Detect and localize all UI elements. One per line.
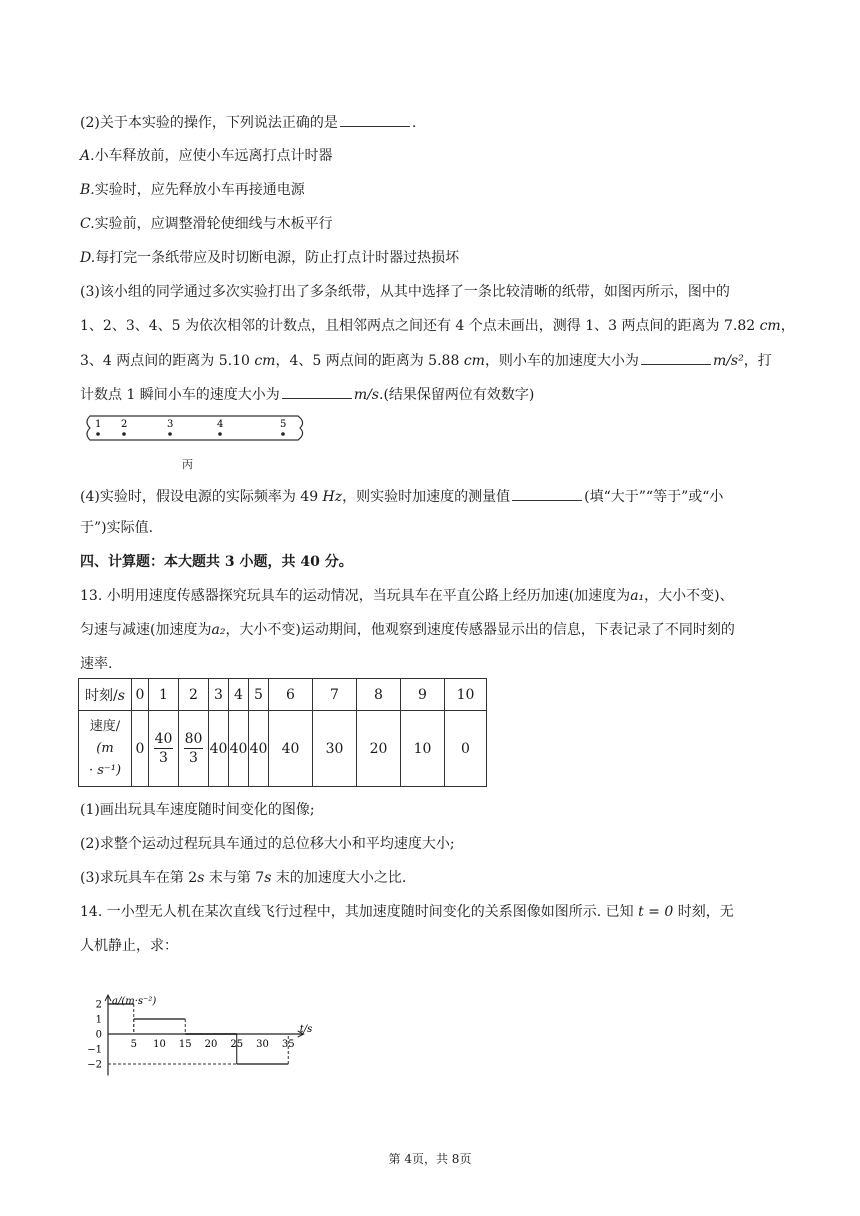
table-cell: 40 [249,711,269,787]
tape-label-1: 1 [95,419,102,430]
table-cell: 4 [229,679,249,711]
x-tick-label: 20 [204,1039,218,1050]
x-tick-label: 25 [230,1039,244,1050]
fraction-80-3: $\frac{80}{3}$ [184,731,203,766]
section-heading: 四、计算题：本大题共 3 小题，共 40 分。 [80,554,353,570]
table-cell: 0 [132,711,149,787]
table-cell: 20 [357,711,401,787]
x-axis-label: t/s [299,1024,313,1035]
answer-blank[interactable] [282,384,352,399]
q12-part2: (2)关于本实验的操作，下列说法正确的是 . [80,112,416,133]
q12-part4-line2: 于”)实际值. [80,520,154,536]
fraction-40-3: $\frac{40}{3}$ [154,731,173,766]
x-tick-label: 30 [256,1039,269,1050]
q13-line2: 匀速与减速(加速度为a₂，大小不变)运动期间，他观察到速度传感器显示出的信息，下表记录了不同时刻的 [80,622,735,638]
table-cell: 40 [269,711,313,787]
q13-sub2: (2)求整个运动过程玩具车通过的总位移大小和平均速度大小; [80,836,455,852]
table-cell: 40 [229,711,249,787]
table-cell: 0 [445,711,487,787]
page-footer: 第 4页，共 8页 [388,1152,472,1166]
table-header-speed: 速度/ (m · s⁻¹) [79,711,132,787]
q13-sub3: (3)求玩具车在第 2s 末与第 7s 末的加速度大小之比. [80,870,407,886]
table-cell: 10 [401,711,445,787]
y-tick-label: 2 [95,999,102,1011]
table-cell: 10 [445,679,487,711]
tape-dot-2 [122,432,126,436]
tape-dot-5 [281,432,285,436]
tape-label-2: 2 [121,419,128,430]
option-b: B.实验时，应先释放小车再接通电源 [80,182,305,198]
table-cell: 30 [313,711,357,787]
y-axis-label: a/(m·s⁻²) [112,996,157,1007]
table-cell [149,711,179,787]
table-row [79,679,487,711]
tape-caption: 丙 [182,458,193,471]
table-cell: 9 [401,679,445,711]
q12-part4-line1: (4)实验时，假设电源的实际频率为 49 Hz，则实验时加速度的测量值 (填“大于”“等于”或“小 [80,486,723,507]
x-tick-label: 35 [281,1039,295,1050]
table-row [79,711,487,787]
option-a: A.小车释放前，应使小车远离打点计时器 [80,148,333,164]
q12-part3-line4: 计数点 1 瞬间小车的速度大小为 m/s.(结果保留两位有效数字) [80,384,534,405]
q12-part3-line2: 1、2、3、4、5 为依次相邻的计数点，且相邻两点之间还有 4 个点未画出，测得 1、3 两点间的距离为 7.82 cm， [80,318,795,334]
tape-dot-1 [96,432,100,436]
y-tick-label: 0 [95,1029,102,1041]
table-cell: 3 [209,679,229,711]
y-tick-label: −1 [87,1044,102,1056]
q14-line1: 14. 一小型无人机在某次直线飞行过程中，其加速度随时间变化的关系图像如图所示. 已知 t = 0 时刻，无 [80,904,734,920]
table-cell: 7 [313,679,357,711]
answer-blank[interactable] [512,486,582,501]
option-c: C.实验前，应调整滑轮使细线与木板平行 [80,216,333,232]
q13-line3: 速率. [80,656,113,672]
acceleration-time-graph [80,966,320,1076]
table-cell: 0 [132,679,149,711]
tape-dot-4 [218,432,222,436]
tape-label-4: 4 [217,419,224,430]
q13-line1: 13. 小明用速度传感器探究玩具车的运动情况，当玩具车在平直公路上经历加速(加速度为a₁，大小不变)、 [80,588,734,604]
table-cell: 1 [149,679,179,711]
q12-part3-line3: 3、4 两点间的距离为 5.10 cm，4、5 两点间的距离为 5.88 cm，则小车的加速度大小为 m/s²，打 [80,350,772,371]
answer-blank[interactable] [641,350,711,365]
q14-line2: 人机静止，求： [80,938,178,954]
x-tick-label: 10 [153,1039,166,1050]
q13-sub1: (1)画出玩具车速度随时间变化的图像; [80,802,315,818]
tape-dot-3 [168,432,172,436]
q12-part3-line1: (3)该小组的同学通过多次实验打出了多条纸带，从其中选择了一条比较清晰的纸带，如图丙所示，图中的 [80,284,730,300]
table-cell [179,711,209,787]
answer-blank[interactable] [340,112,410,127]
table-cell: 6 [269,679,313,711]
tape-label-5: 5 [280,419,287,430]
table-cell: 8 [357,679,401,711]
y-tick-label: 1 [95,1014,102,1026]
tape-label-3: 3 [167,419,174,430]
x-tick-label: 15 [178,1039,192,1050]
table-cell: 40 [209,711,229,787]
table-cell: 5 [249,679,269,711]
paper-tape-figure [84,412,308,444]
option-d: D.每打完一条纸带应及时切断电源，防止打点计时器过热损坏 [80,250,460,266]
table-cell: 2 [179,679,209,711]
speed-table [78,678,487,787]
table-header-time: 时刻/s [79,679,132,711]
y-tick-label: −2 [87,1059,102,1071]
x-tick-label: 5 [130,1039,137,1050]
